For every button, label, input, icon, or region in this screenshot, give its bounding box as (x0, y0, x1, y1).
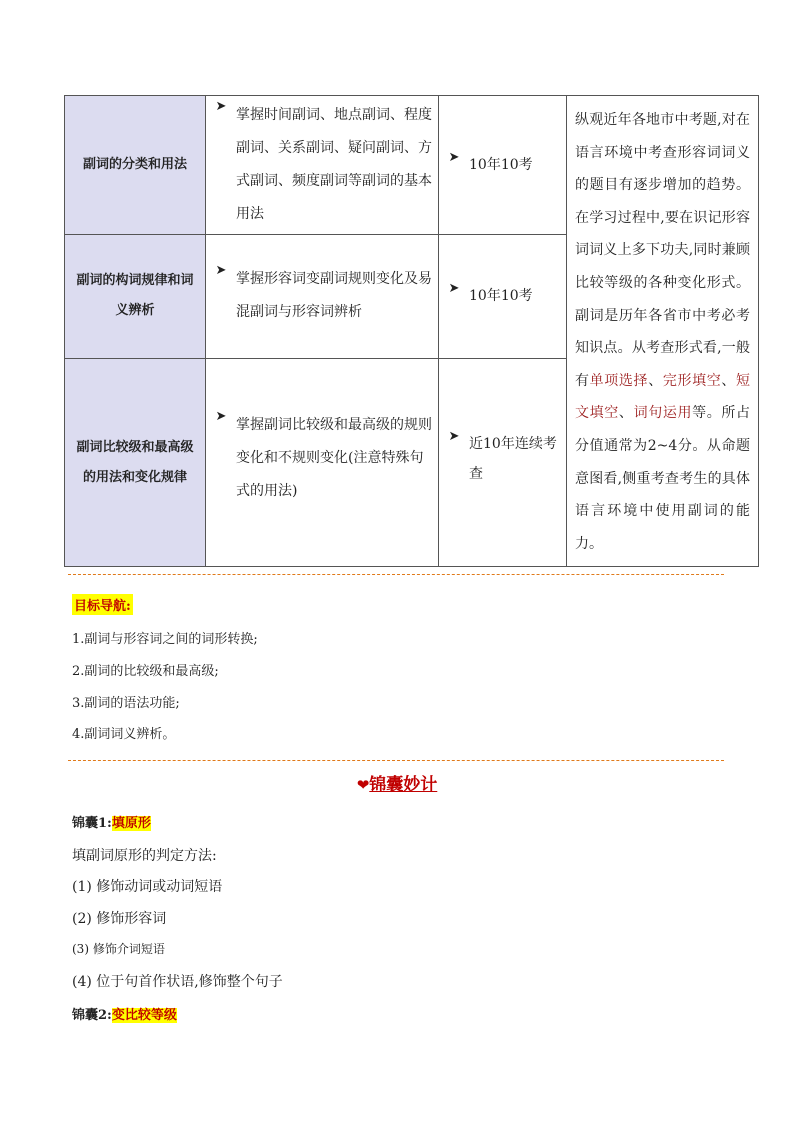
table-row (65, 96, 759, 235)
requirement-cell (206, 96, 439, 235)
topic-text: 副词的构词规律和词义辨析 (76, 273, 194, 319)
analysis-keyword: 完形填空 (662, 372, 722, 389)
analysis-separator: 、 (721, 372, 737, 389)
tip-item: (4) 位于句首作状语,修饰整个句子 (72, 974, 283, 990)
tip-value: 变比较等级 (111, 1008, 177, 1023)
tip-item: (1) 修饰动词或动词短语 (72, 879, 223, 895)
dashed-divider (68, 574, 724, 575)
tip-label: 锦囊1: (72, 816, 112, 831)
dashed-divider (68, 760, 724, 761)
heart-icon: ❤ (356, 776, 370, 794)
goals-title: 目标导航: (72, 594, 133, 615)
arrow-bullet-icon: ➤ (215, 98, 227, 114)
tip-heading (72, 1004, 177, 1023)
analysis-text: 纵观近年各地市中考题,对在语言环境中考查形容词词义的题目有逐步增加的趋势。在学习过程中,要在识记形容词词义上多下功夫,同时兼顾比较等级的各种变化形式。副词是历年各省市中考必考知识点。从考查形式看,一般有 (575, 112, 750, 389)
topic-text: 副词的分类和用法 (82, 156, 187, 172)
topic-cell (65, 234, 206, 358)
section-title (0, 770, 794, 795)
analysis-keyword: 词句运用 (633, 405, 693, 422)
frequency-text: 近10年连续考查 (469, 435, 557, 482)
analysis-keyword: 短文填空 (575, 372, 751, 422)
analysis-text: 等。所占分值通常为2~4分。从命题意图看,侧重考查考生的具体语言环境中使用副词的能力。 (575, 405, 751, 552)
arrow-bullet-icon: ➤ (215, 263, 227, 279)
tip-value: 填原形 (111, 816, 151, 831)
frequency-text: 10年10考 (469, 288, 533, 305)
arrow-bullet-icon: ➤ (215, 408, 227, 424)
requirement-cell (206, 234, 439, 358)
frequency-cell (439, 96, 567, 235)
topic-cell (65, 96, 206, 235)
goal-item: 4.副词词义辨析。 (72, 727, 176, 742)
analysis-cell (567, 96, 759, 567)
analysis-separator: 、 (618, 405, 634, 422)
goal-item: 2.副词的比较级和最高级; (72, 664, 219, 679)
requirement-text: 掌握副词比较级和最高级的规则变化和不规则变化(注意特殊句式的用法) (236, 416, 432, 499)
requirement-text: 掌握形容词变副词规则变化及易混副词与形容词辨析 (236, 271, 432, 321)
arrow-bullet-icon: ➤ (448, 428, 460, 444)
frequency-cell (439, 358, 567, 567)
analysis-keyword: 单项选择 (589, 372, 649, 389)
section-title-text: 锦囊妙计 (369, 775, 438, 795)
arrow-bullet-icon: ➤ (448, 281, 460, 297)
requirement-cell (206, 358, 439, 567)
topic-text: 副词比较级和最高级的用法和变化规律 (76, 439, 194, 485)
frequency-cell (439, 234, 567, 358)
tip-item: (3) 修饰介词短语 (72, 942, 165, 956)
exam-overview-table (64, 95, 759, 567)
goal-item: 3.副词的语法功能; (72, 696, 180, 711)
tip-intro: 填副词原形的判定方法: (72, 848, 217, 864)
arrow-bullet-icon: ➤ (448, 149, 460, 165)
analysis-separator: 、 (648, 372, 663, 389)
topic-cell (65, 358, 206, 567)
tip-label: 锦囊2: (72, 1008, 112, 1023)
frequency-text: 10年10考 (469, 156, 533, 173)
tip-item: (2) 修饰形容词 (72, 911, 167, 927)
tip-heading (72, 812, 151, 831)
requirement-text: 掌握时间副词、地点副词、程度副词、关系副词、疑问副词、方式副词、频度副词等副词的基本用法 (236, 106, 432, 222)
goal-item: 1.副词与形容词之间的词形转换; (72, 632, 258, 647)
